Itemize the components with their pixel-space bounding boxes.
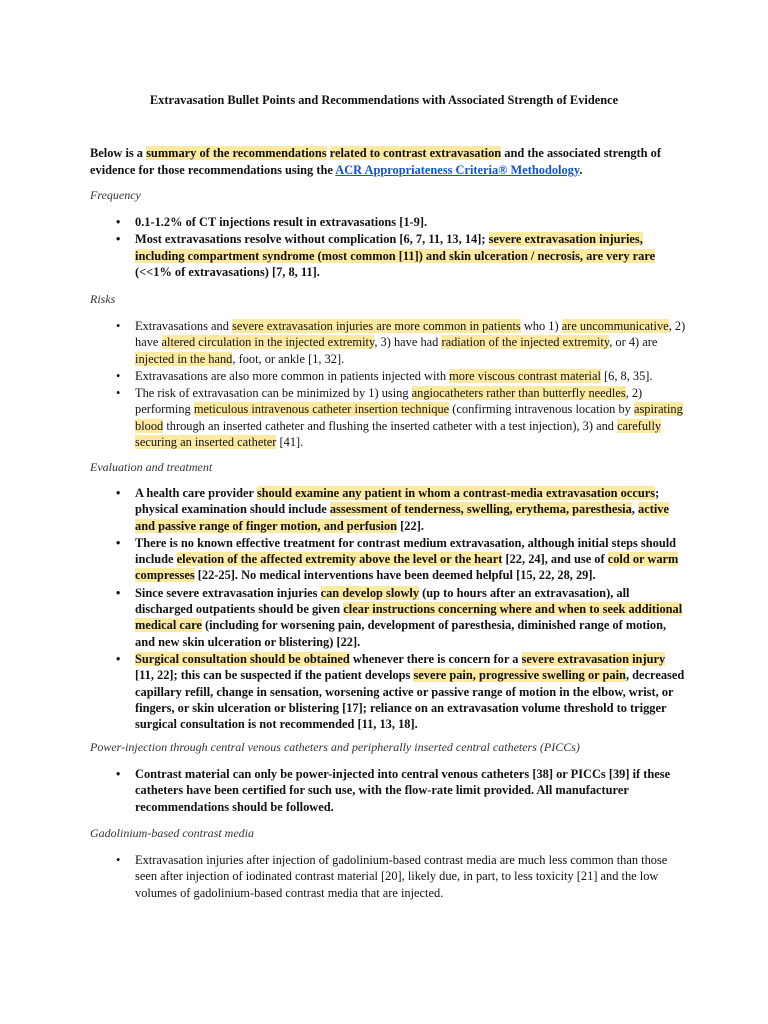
acr-methodology-link[interactable]: ACR Appropriateness Criteria® Methodology — [335, 162, 580, 177]
highlight: related to contrast extravasation — [329, 146, 502, 160]
highlight: injected in the hand — [135, 351, 233, 366]
list-item-text: [11, 22]; this can be suspected if the patient develops — [135, 668, 414, 683]
bullet-icon: • — [116, 368, 121, 383]
list-item-text: , decreased capillary refill, change in sensation, worsening active or passive range of motion in the elbow, wrist, or fingers, or skin ulceration or blistering [17]; reliance on an extravasation volume threshold to trigger surgical consultation is not recommended [11, 13, 18]. — [135, 668, 685, 732]
highlight: severe extravasation injuries are more common in patients — [232, 319, 521, 333]
intro-paragraph — [90, 145, 686, 178]
list-item-text: , foot, or ankle [1, 32]. — [232, 351, 345, 366]
bullet-icon: • — [116, 215, 121, 229]
highlight: altered circulation in the injected extremity — [161, 335, 375, 350]
list-item-text: (<<1% of extravasations) [7, 8, 11]. — [135, 264, 320, 279]
list-item — [90, 318, 686, 367]
highlight: meticulous intravenous catheter insertion technique — [193, 402, 450, 417]
list-item-text: A health care provider — [135, 486, 257, 500]
list-item-text: , or 4) are — [609, 335, 658, 350]
list-item — [90, 214, 686, 230]
list-item — [90, 852, 686, 901]
list-item-text: through an inserted catheter and flushing the inserted catheter with a test injection), 3) and — [163, 418, 618, 433]
list-item-text: (including for worsening pain, development of paresthesia, diminished range of motion, and new skin ulceration or blistering) [22]. — [135, 618, 667, 649]
section-heading-gadolinium: Gadolinium-based contrast media — [90, 826, 254, 840]
evaluation-list — [90, 485, 686, 733]
list-item-text: (confirming intravenous location by — [449, 402, 634, 417]
intro-text: and the associated strength of evidence for those recommendations using the — [90, 146, 661, 177]
power-injection-list — [90, 766, 686, 816]
bullet-icon: • — [116, 486, 121, 500]
highlight: summary of the recommendations — [146, 146, 327, 160]
intro-text: Below is a — [90, 146, 147, 160]
list-item — [90, 535, 686, 584]
list-item-text: whenever there is concern for a — [349, 651, 522, 666]
highlight: should examine any patient in whom a contrast-media extravasation occurs — [256, 486, 656, 500]
list-item — [90, 231, 686, 280]
list-item-text: Contrast material can only be power-injected into central venous catheters [38] or PICCs [39] if these catheters have been certified for such use, with the flow-rate limit provided. All manufacturer recommendations should be followed. — [135, 767, 671, 814]
list-item — [90, 651, 686, 732]
bullet-icon: • — [116, 232, 121, 247]
list-item — [90, 368, 686, 384]
list-item — [90, 766, 686, 815]
highlight: cold or warm compresses — [135, 552, 679, 583]
highlight: are uncommunicative — [561, 319, 669, 333]
bullet-icon: • — [116, 767, 121, 781]
highlight: aspirating blood — [135, 402, 683, 433]
list-item — [90, 585, 686, 650]
highlight: Surgical consultation should be obtained — [135, 651, 350, 666]
section-heading-evaluation: Evaluation and treatment — [90, 460, 213, 474]
bullet-icon: • — [116, 853, 121, 867]
list-item-text: , — [631, 502, 638, 517]
list-item-text: [22]. — [397, 518, 424, 533]
list-item-text: ; physical examination should include — [135, 486, 660, 517]
list-item-text: [22, 24], and use of — [502, 552, 608, 567]
list-item-text: , 2) have — [135, 319, 686, 350]
highlight: severe pain, progressive swelling or pain — [413, 668, 626, 683]
list-item — [90, 485, 686, 534]
highlight: active and passive range of finger motion, and perfusion — [135, 502, 669, 533]
highlight: severe extravasation injuries, including compartment syndrome (most common [11]) and skin ulceration / necrosis, are very rare — [135, 232, 656, 263]
document-title: Extravasation Bullet Points and Recommendations with Associated Strength of Evidence — [149, 93, 619, 107]
highlight: radiation of the injected extremity — [441, 335, 610, 350]
highlight: angiocatheters rather than butterfly needles — [411, 386, 626, 401]
highlight: severe extravasation injury — [521, 651, 666, 666]
bullet-icon: • — [116, 535, 121, 550]
highlight: clear instructions concerning where and when to seek additional medical care — [135, 602, 683, 633]
gadolinium-list — [90, 852, 686, 902]
section-heading-power-injection: Power-injection through central venous catheters and peripherally inserted central catheters (PICCs) — [90, 740, 580, 754]
list-item-text: , 2) performing — [135, 386, 643, 417]
bullet-icon: • — [116, 386, 121, 401]
bullet-icon: • — [116, 319, 121, 333]
list-item-text: who 1) — [520, 319, 562, 333]
list-item-text: Extravasation injuries after injection of gadolinium-based contrast media are much less common than those seen after injection of iodinated contrast material [20], likely due, in part, to less toxicity [21] and the low volumes of gadolinium-based contrast media that are injected. — [135, 853, 668, 900]
list-item — [90, 385, 686, 450]
list-item-text: [41]. — [276, 435, 304, 450]
section-heading-risks: Risks — [90, 292, 116, 306]
list-item-text: [22-25]. No medical interventions have been deemed helpful [15, 22, 28, 29]. — [194, 568, 596, 583]
list-item-text: There is no known effective treatment for contrast medium extravasation, although initial steps should include — [135, 535, 677, 567]
list-item-text: (up to hours after an extravasation), all discharged outpatients should be given — [135, 585, 630, 617]
list-item-text: , 3) have had — [374, 335, 442, 350]
highlight: can develop slowly — [320, 585, 420, 600]
highlight: carefully securing an inserted catheter — [135, 418, 662, 450]
list-item-text: Extravasations are also more common in patients injected with — [135, 368, 450, 383]
list-item-text: Most extravasations resolve without complication [6, 7, 11, 13, 14]; — [135, 232, 489, 247]
bullet-icon: • — [116, 651, 121, 666]
bullet-icon: • — [116, 585, 121, 600]
section-heading-frequency: Frequency — [90, 188, 141, 202]
highlight: elevation of the affected extremity above the level or the heart — [176, 552, 503, 567]
risks-list — [90, 318, 686, 451]
list-item-text: Extravasations and — [135, 319, 233, 333]
intro-text: . — [579, 162, 583, 177]
list-item-text: Since severe extravasation injuries — [135, 585, 321, 600]
frequency-list — [90, 214, 686, 281]
list-item-text: 0.1-1.2% of CT injections result in extravasations [1-9]. — [135, 215, 428, 229]
highlight: assessment of tenderness, swelling, erythema, paresthesia — [329, 502, 632, 517]
list-item-text: The risk of extravasation can be minimized by 1) using — [135, 386, 412, 401]
highlight: more viscous contrast material — [449, 368, 601, 383]
list-item-text: [6, 8, 35]. — [600, 368, 653, 383]
